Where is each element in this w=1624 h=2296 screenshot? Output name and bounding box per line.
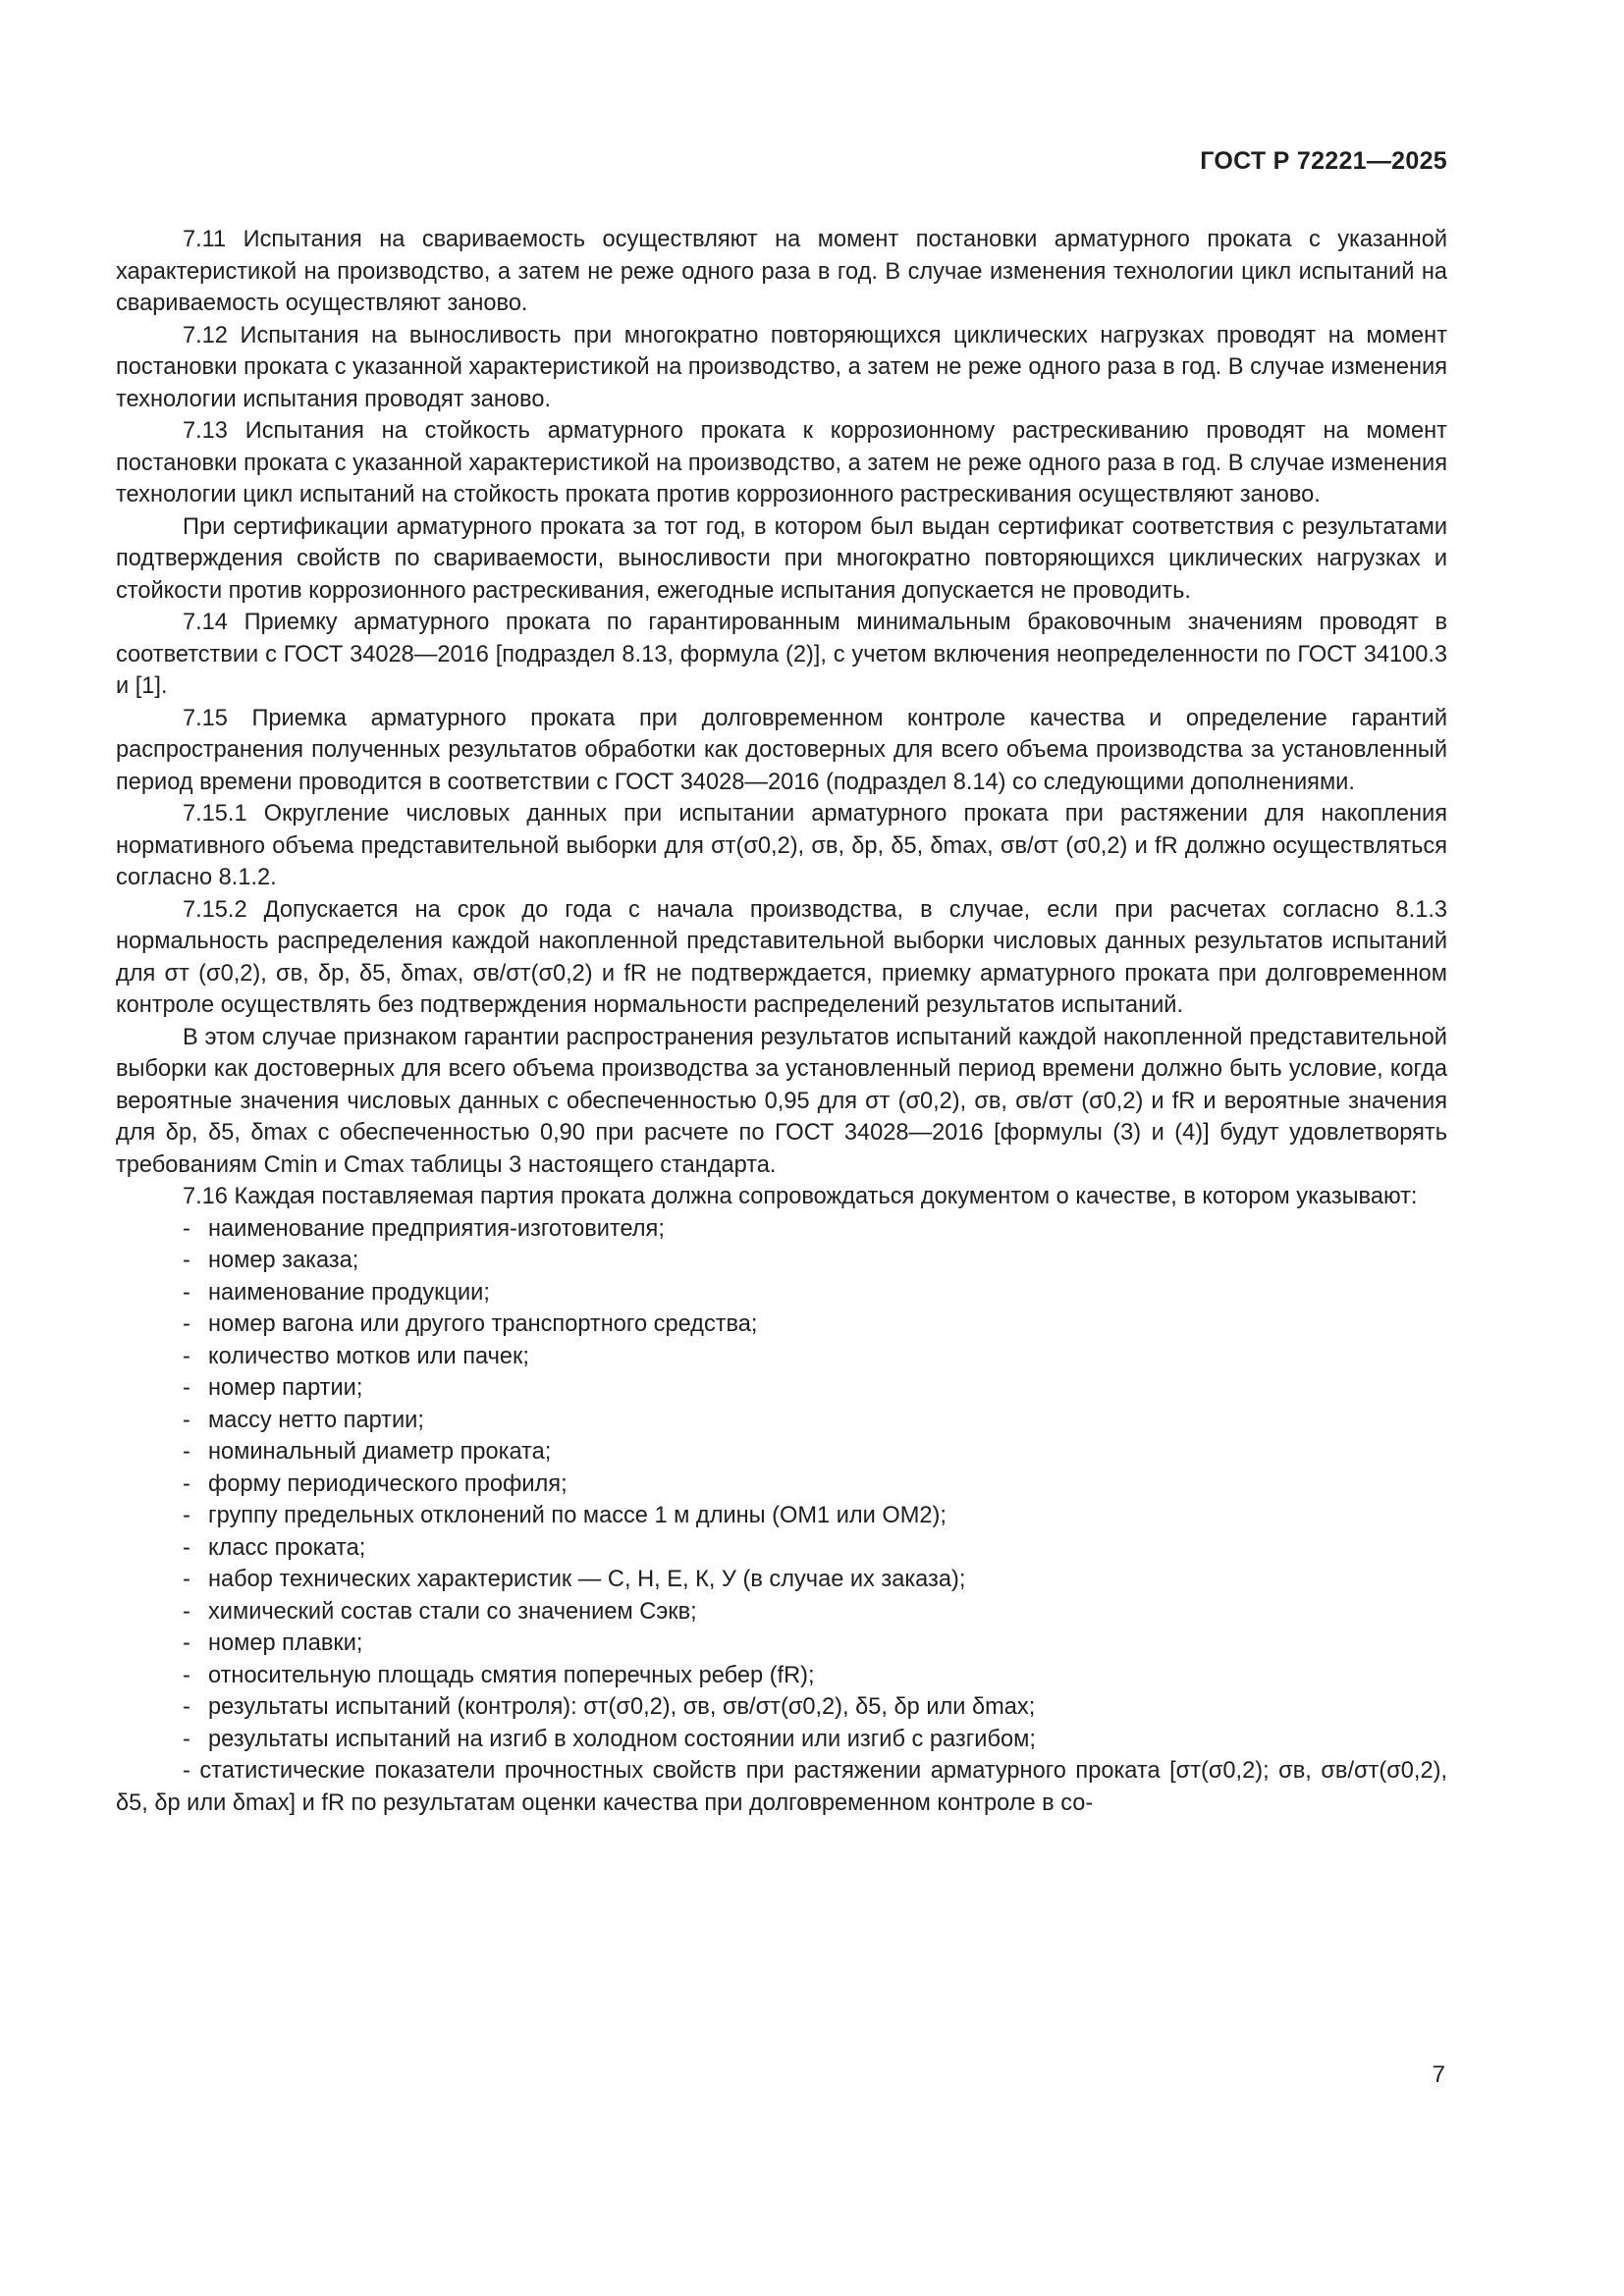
list-item	[116, 1724, 1447, 1756]
list-item	[116, 1660, 1447, 1692]
paragraph-7-15-2: 7.15.2 Допускается на срок до года с начала производства, в случае, если при расчетах согласно 8.1.3 нормальность распределения каждой накопленной представительной выборки числовых данных результатов испытаний для σт (σ0,2), σв, δр, δ5, δmax, σв/σт(σ0,2) и fR не подтверждается, приемку арматурного проката при долговременном контроле осуществлять без подтверждения нормальности распределений результатов испытаний.	[116, 896, 1447, 1018]
list-dash: -	[183, 1439, 190, 1465]
paragraph-7-16: 7.16 Каждая поставляемая партия проката должна сопровождаться документом о качестве, в котором указывают:	[183, 1184, 1418, 1209]
list-dash: -	[183, 1534, 190, 1561]
list-item	[116, 1277, 1447, 1309]
paragraph-7-12: 7.12 Испытания на выносливость при многократно повторяющихся циклических нагрузках проводят на момент постановки проката с указанной характеристикой на производство, а затем не реже одного раза в год. В случае изменения технологии испытания проводят заново.	[116, 322, 1447, 412]
list-item-text: химический состав стали со значением Cэкв;	[208, 1598, 697, 1625]
list-item-text: результаты испытаний (контроля): σт(σ0,2), σв, σв/σт(σ0,2), δ5, δр или δmax;	[208, 1694, 1036, 1720]
standard-header: ГОСТ Р 72221—2025	[1200, 147, 1447, 175]
list-dash: -	[183, 1248, 190, 1273]
list-item	[116, 1564, 1447, 1596]
list-item-text: количество мотков или пачек;	[208, 1343, 529, 1369]
page-number: 7	[1432, 2061, 1445, 2088]
list-dash: -	[183, 1375, 190, 1401]
list-dash: -	[183, 1470, 190, 1497]
list-item-text: номер партии;	[208, 1375, 363, 1401]
list-item-text: массу нетто партии;	[208, 1407, 424, 1433]
list-item-text: группу предельных отклонений по массе 1 м длины (ОМ1 или ОМ2);	[208, 1503, 947, 1528]
list-dash: -	[183, 1503, 190, 1528]
paragraph-7-11: 7.11 Испытания на свариваемость осуществляют на момент постановки арматурного проката с указанной характеристикой на производство, а затем не реже одного раза в год. В случае изменения технологии цикл испытаний на свариваемость осуществляют заново.	[116, 227, 1447, 316]
list-item	[116, 1213, 1447, 1246]
list-item	[116, 1405, 1447, 1437]
list-item	[116, 1308, 1447, 1341]
quality-document-list	[116, 1213, 1447, 1820]
list-item-text: номинальный диаметр проката;	[208, 1439, 552, 1465]
paragraph-certification: При сертификации арматурного проката за тот год, в котором был выдан сертификат соответствия с результатами подтверждения свойств по свариваемости, выносливости при многократно повторяющихся циклических нагрузках и стойкости против коррозионного растрескивания, ежегодные испытания допускается не проводить.	[116, 513, 1447, 604]
list-item	[116, 1468, 1447, 1501]
list-item	[116, 1372, 1447, 1405]
list-item	[116, 1245, 1447, 1277]
list-dash: -	[183, 1311, 190, 1337]
list-dash: -	[183, 1407, 190, 1433]
list-item	[116, 1691, 1447, 1724]
list-item-text: номер заказа;	[208, 1248, 359, 1273]
list-item	[116, 1628, 1447, 1660]
list-dash: -	[183, 1567, 190, 1592]
list-item-text: результаты испытаний на изгиб в холодном состоянии или изгиб с разгибом;	[208, 1726, 1036, 1752]
list-item	[116, 1596, 1447, 1629]
list-item-text: номер плавки;	[208, 1630, 363, 1656]
list-item	[116, 1341, 1447, 1373]
list-item	[116, 1436, 1447, 1468]
paragraph-7-14: 7.14 Приемку арматурного проката по гарантированным минимальным браковочным значениям проводят в соответствии с ГОСТ 34028—2016 [подраздел 8.13, формула (2)], с учетом включения неопределенности по ГОСТ 34100.3 и [1].	[116, 610, 1447, 699]
list-dash: -	[183, 1694, 190, 1720]
list-dash: -	[183, 1630, 190, 1656]
list-dash: -	[183, 1726, 190, 1752]
list-item	[116, 1500, 1447, 1532]
list-dash: -	[183, 1343, 190, 1369]
list-item-text: наименование предприятия-изготовителя;	[208, 1215, 665, 1242]
list-item-statistics: - статистические показатели прочностных свойств при растяжении арматурного проката [σт(σ0,2); σв, σв/σт(σ0,2), δ5, δр или δmax] и fR по результатам оценки качества при долговременном контроле в со-	[116, 1758, 1447, 1816]
list-dash: -	[183, 1279, 190, 1306]
list-dash: -	[183, 1598, 190, 1625]
list-item-text: класс проката;	[208, 1534, 366, 1561]
list-item-text: набор технических характеристик — С, Н, Е, К, У (в случае их заказа);	[208, 1567, 966, 1592]
list-item-text: относительную площадь смятия поперечных ребер (fR);	[208, 1662, 815, 1688]
list-item	[116, 1532, 1447, 1565]
list-dash: -	[183, 1662, 190, 1688]
list-item-text: форму периодического профиля;	[208, 1470, 568, 1497]
paragraph-7-15: 7.15 Приемка арматурного проката при долговременном контроле качества и определение гарантий распространения полученных результатов обработки как достоверных для всего объема производства за установленный период времени проводится в соответствии с ГОСТ 34028—2016 (подраздел 8.14) со следующими дополнениями.	[116, 705, 1447, 795]
list-item-text: наименование продукции;	[208, 1279, 490, 1306]
paragraph-7-15-1: 7.15.1 Округление числовых данных при испытании арматурного проката при растяжении для накопления нормативного объема представительной выборки для σт(σ0,2), σв, δр, δ5, δmax, σв/σт (σ0,2) и fR должно осуществляться согласно 8.1.2.	[116, 801, 1447, 890]
list-item-text: номер вагона или другого транспортного средства;	[208, 1311, 758, 1337]
paragraph-case: В этом случае признаком гарантии распространения результатов испытаний каждой накопленной представительной выборки как достоверных для всего объема производства за установленный период времени должно быть условие, когда вероятные значения числовых данных с обеспеченностью 0,95 для σт (σ0,2), σв, σв/σт (σ0,2) и fR и вероятные значения для δр, δ5, δmax с обеспеченностью 0,90 при расчете по ГОСТ 34028—2016 [формулы (3) и (4)] будут удовлетворять требованиям Cmin и Cmax таблицы 3 настоящего стандарта.	[116, 1024, 1447, 1178]
document-body	[116, 224, 1447, 1819]
paragraph-7-13: 7.13 Испытания на стойкость арматурного проката к коррозионному растрескиванию проводят на момент постановки проката с указанной характеристикой на производство, а затем не реже одного раза в год. В случае изменения технологии цикл испытаний на стойкость проката против коррозионного растрескивания осуществляют заново.	[116, 418, 1447, 507]
list-dash: -	[183, 1215, 190, 1242]
